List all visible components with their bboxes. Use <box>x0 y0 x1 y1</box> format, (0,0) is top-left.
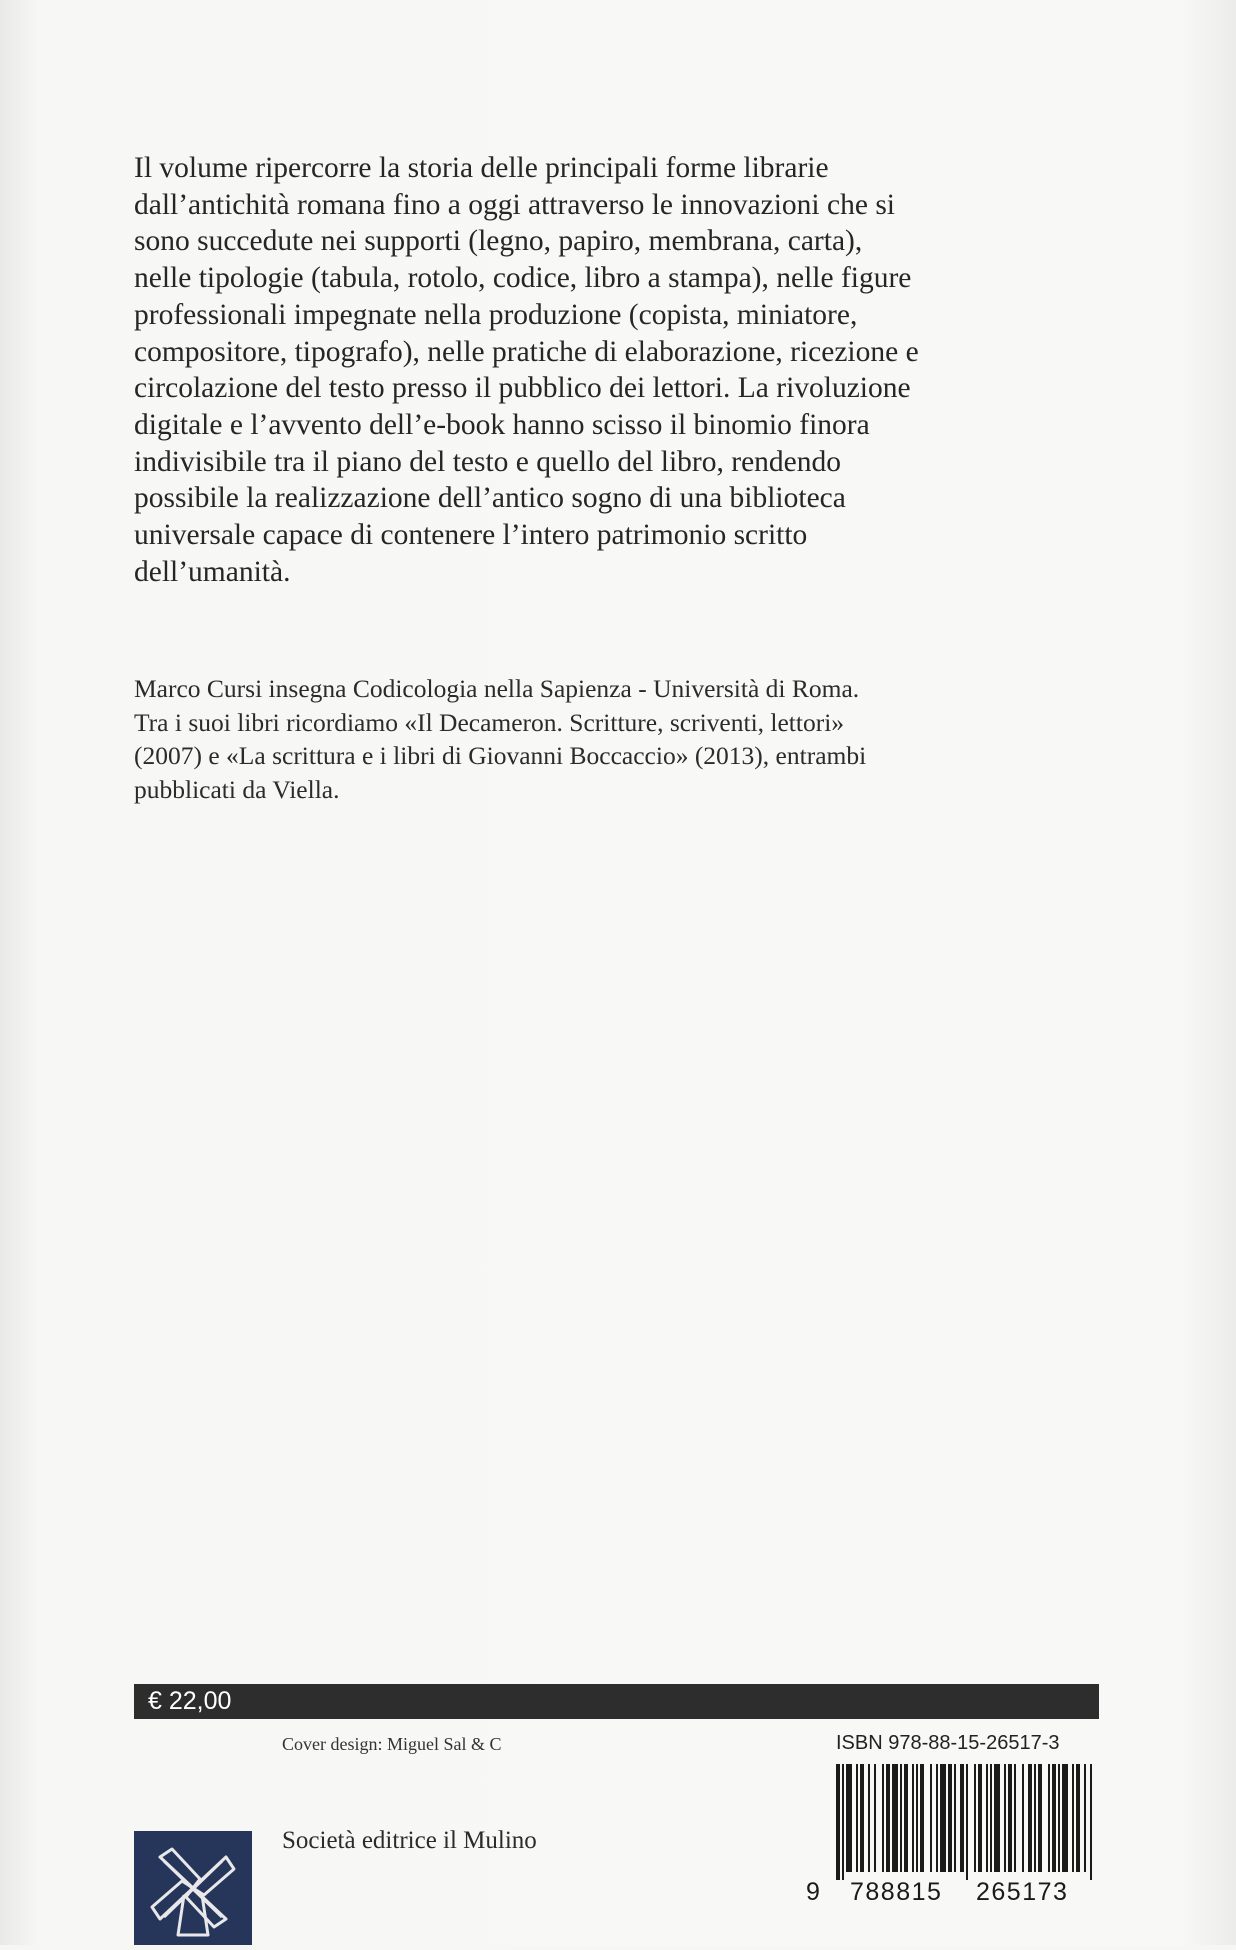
barcode-bar <box>868 1764 870 1872</box>
barcode-bar <box>1076 1764 1080 1872</box>
description-line: Il volume ripercorre la storia delle principali forme librarie <box>134 152 829 184</box>
description-line: dall’antichità romana fino a oggi attraverso le innovazioni che si <box>134 188 895 221</box>
barcode-bar <box>994 1764 1000 1872</box>
barcode-bar <box>1072 1764 1074 1872</box>
description-line: possibile la realizzazione dell’antico sogno di una biblioteca <box>134 482 846 515</box>
barcode-bar <box>1034 1764 1036 1872</box>
barcode-bar <box>1008 1764 1012 1872</box>
barcode-bar <box>1022 1764 1024 1872</box>
publisher-logo <box>134 1831 252 1945</box>
publisher-name: Società editrice il Mulino <box>282 1827 537 1854</box>
barcode-bar <box>920 1764 924 1872</box>
price-label: € 22,00 <box>148 1687 232 1715</box>
barcode-bar <box>1004 1764 1006 1872</box>
description-line: dell’umanità. <box>134 555 291 588</box>
barcode-bar <box>974 1764 976 1872</box>
barcode-bar <box>1014 1764 1016 1872</box>
price-bar <box>134 1684 1099 1719</box>
barcode-bar <box>860 1764 864 1872</box>
barcode-bar <box>948 1764 952 1872</box>
windmill-logo-icon <box>134 1831 252 1945</box>
barcode-bar <box>1084 1764 1086 1872</box>
description-line: nelle tipologie (tabula, rotolo, codice, libro a stampa), nelle figure <box>134 262 912 295</box>
barcode-bar <box>930 1764 932 1872</box>
barcode-bar <box>856 1764 858 1872</box>
barcode-bar <box>960 1764 964 1872</box>
barcode-bar <box>886 1764 890 1872</box>
author-bio-line: pubblicati da Viella. <box>134 774 340 804</box>
barcode-bar <box>904 1764 908 1872</box>
barcode-bar <box>1038 1764 1042 1872</box>
author-bio-line: Tra i suoi libri ricordiamo «Il Decameron. Scritture, scriventi, lettori» <box>134 707 845 737</box>
barcode <box>836 1764 1098 1880</box>
description-line: circolazione del testo presso il pubblico dei lettori. La rivoluzione <box>134 372 911 405</box>
barcode-bar <box>900 1764 902 1872</box>
barcode-bar <box>874 1764 876 1872</box>
barcode-bar <box>1028 1764 1032 1872</box>
description-line: digitale e l’avvento dell’e-book hanno scisso il binomio finora <box>134 408 870 441</box>
description-line: compositore, tipografo), nelle pratiche di elaborazione, ricezione e <box>134 335 919 368</box>
barcode-bar <box>846 1764 852 1872</box>
barcode-bar <box>940 1764 946 1872</box>
barcode-bar <box>892 1764 898 1872</box>
barcode-bar <box>1058 1764 1060 1872</box>
barcode-bar <box>978 1764 982 1872</box>
barcode-bar <box>966 1764 968 1880</box>
barcode-bar <box>990 1764 992 1872</box>
barcode-digit-first: 9 <box>806 1878 820 1906</box>
barcode-bar <box>954 1764 956 1872</box>
barcode-bar <box>916 1764 918 1872</box>
barcode-bar <box>1090 1764 1092 1880</box>
barcode-digits-right: 265173 <box>976 1878 1069 1906</box>
author-bio <box>134 672 1134 806</box>
barcode-bar <box>842 1764 844 1880</box>
isbn-label: ISBN 978-88-15-26517-3 <box>836 1732 1060 1754</box>
description-line: universale capace di contenere l’intero patrimonio scritto <box>134 519 808 552</box>
description-line: sono succedute nei supporti (legno, papiro, membrana, carta), <box>134 225 863 258</box>
cover-credit: Cover design: Miguel Sal & C <box>282 1734 502 1754</box>
author-bio-line: (2007) e «La scrittura e i libri di Giovanni Boccaccio» (2013), entrambi <box>134 741 867 770</box>
barcode-digits-left: 788815 <box>850 1878 943 1906</box>
barcode-digits <box>806 1878 1106 1918</box>
author-bio-line: Marco Cursi insegna Codicologia nella Sapienza - Università di Roma. <box>134 674 860 703</box>
barcode-bar <box>1062 1764 1068 1872</box>
barcode-bar <box>912 1764 914 1872</box>
barcode-bar <box>1048 1764 1050 1872</box>
description-line: professionali impegnate nella produzione (copista, miniatore, <box>134 298 858 331</box>
barcode-bar <box>1052 1764 1056 1872</box>
barcode-bar <box>986 1764 988 1872</box>
barcode-bar <box>936 1764 938 1872</box>
book-description <box>134 150 1134 590</box>
description-line: indivisibile tra il piano del testo e quello del libro, rendendo <box>134 445 842 478</box>
barcode-bar <box>836 1764 840 1880</box>
barcode-bar <box>882 1764 884 1872</box>
